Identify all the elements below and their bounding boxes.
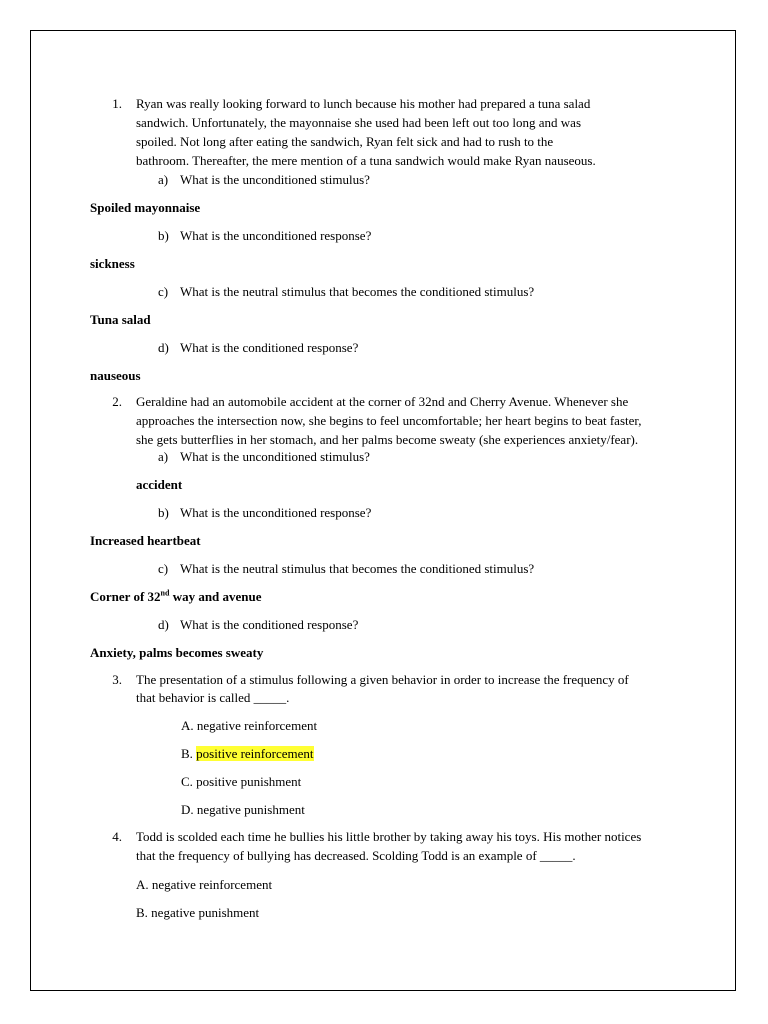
q1-text-line-4: bathroom. Thereafter, the mere mention of a tuna sandwich would make Ryan nauseous. (136, 153, 596, 168)
q2a-question: What is the unconditioned stimulus? (180, 449, 370, 464)
q2c-answer-post: way and avenue (169, 589, 262, 604)
q3-text-line-1: The presentation of a stimulus following a given behavior in order to increase the frequency of (136, 672, 629, 687)
q3-number: 3. (112, 672, 122, 687)
q1d-question: What is the conditioned response? (180, 340, 359, 355)
q1-text-line-2: sandwich. Unfortunately, the mayonnaise she used had been left out too long and was (136, 115, 582, 130)
q1d-answer: nauseous (90, 368, 141, 383)
q1a-question: What is the unconditioned stimulus? (180, 172, 370, 187)
q2b-label: b) (158, 505, 169, 520)
q1d-label: d) (158, 340, 169, 355)
q2b-question: What is the unconditioned response? (180, 505, 372, 520)
q3-text-line-2: that behavior is called _____. (136, 690, 290, 705)
q2-text-line-1: Geraldine had an automobile accident at the corner of 32nd and Cherry Avenue. Whenever she (136, 394, 629, 409)
q4-option-a: A. negative reinforcement (136, 877, 273, 892)
q2c-question: What is the neutral stimulus that becomes the conditioned stimulus? (180, 561, 535, 576)
q2a-label: a) (158, 449, 169, 464)
q2d-question: What is the conditioned response? (180, 617, 359, 632)
q3-option-b-highlight: positive reinforcement (196, 746, 314, 761)
q2-text-line-2: approaches the intersection now, she begins to feel uncomfortable; her heart begins to beat faster, (136, 413, 642, 428)
q1-number: 1. (112, 96, 122, 111)
q3-option-b-prefix: B. (181, 746, 197, 761)
q4-text-line-2: that the frequency of bullying has decreased. Scolding Todd is an example of _____. (136, 848, 576, 863)
q4-option-b: B. negative punishment (136, 905, 260, 920)
q2c-answer (90, 587, 262, 606)
q1c-label: c) (158, 284, 169, 299)
q2a-answer: accident (136, 477, 183, 492)
q2c-label: c) (158, 561, 169, 576)
q3-option-d: D. negative punishment (181, 802, 305, 817)
q1a-label: a) (158, 172, 169, 187)
q3-option-b (181, 744, 314, 763)
q2-number: 2. (112, 394, 122, 409)
q2d-label: d) (158, 617, 169, 632)
q1c-answer: Tuna salad (90, 312, 151, 327)
q3-option-c: C. positive punishment (181, 774, 302, 789)
q2d-answer: Anxiety, palms becomes sweaty (90, 645, 264, 660)
q1c-question: What is the neutral stimulus that becomes the conditioned stimulus? (180, 284, 535, 299)
q2c-answer-sup: nd (160, 588, 170, 598)
q2-text-line-3: she gets butterflies in her stomach, and her palms become sweaty (she experiences anxiety/fear). (136, 432, 639, 447)
q1a-answer: Spoiled mayonnaise (90, 200, 201, 215)
q1b-question: What is the unconditioned response? (180, 228, 372, 243)
q3-option-a: A. negative reinforcement (181, 718, 318, 733)
q4-number: 4. (112, 829, 122, 844)
q1b-label: b) (158, 228, 169, 243)
q1-text-line-1: Ryan was really looking forward to lunch because his mother had prepared a tuna salad (136, 96, 591, 111)
q1-text-line-3: spoiled. Not long after eating the sandwich, Ryan felt sick and had to rush to the (136, 134, 554, 149)
q4-text-line-1: Todd is scolded each time he bullies his little brother by taking away his toys. His mother notices (136, 829, 642, 844)
q2c-answer-pre: Corner of 32 (90, 589, 161, 604)
q1b-answer: sickness (90, 256, 135, 271)
q2b-answer: Increased heartbeat (90, 533, 201, 548)
